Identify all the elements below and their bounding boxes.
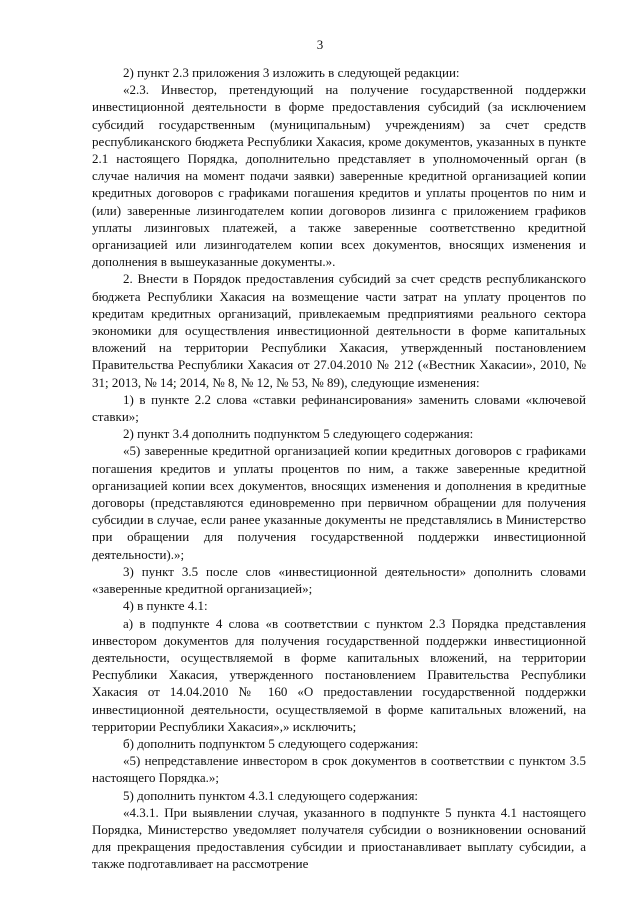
paragraph: «4.3.1. При выявлении случая, указанного в подпункте 5 пункта 4.1 настоящего Порядка, Министерство уведомляет получателя субсидии о возникновении оснований для прекращения предоставления субсидии и приостанавливает выплату субсидии, а также подготавливает на рассмотрение bbox=[92, 804, 586, 872]
paragraph: «5) непредставление инвестором в срок документов в соответствии с пунктом 3.5 настоящего Порядка.»; bbox=[92, 753, 586, 786]
paragraph: б) дополнить подпунктом 5 следующего содержания: bbox=[123, 735, 419, 751]
paragraph: 2. Внести в Порядок предоставления субсидий за счет средств республиканского бюджета Республики Хакасия на возмещение части затрат на уплату процентов по кредитам кредитных организаций, привлекаемым предприятиями реального сектора экономики для осуществления инвестиционной деятельности в форме капитальных вложений на территории Республики Хакасия, утвержденный постановлением Правительства Республики Хакасия от 27.04.2010 № 212 («Вестник Хакасии», 2010, № 31; 2013, № 14; 2014, № 8, № 12, № 53, № 89), следующие изменения: bbox=[92, 271, 586, 390]
paragraph: «5) заверенные кредитной организацией копии кредитных договоров с графиками погашения кредитов и уплаты процентов по ним, а также заверенные кредитной организацией копии всех документов, вносящих изменения и дополнения в кредитные договоры (представляются единовременно при первичном обращении для получения субсидии в случае, если ранее указанные документы не представлялись в Министерство при обращении для получения государственной поддержки инвестиционной деятельности).»; bbox=[92, 443, 586, 562]
paragraph: 5) дополнить пунктом 4.3.1 следующего содержания: bbox=[123, 787, 419, 803]
paragraph: «2.3. Инвестор, претендующий на получение государственной поддержки инвестиционной деятельности в форме предоставления субсидий (за исключением субсидий государственным (муниципальным) учреждениям) за счет средств республиканского бюджета Республики Хакасия, кроме документов, указанных в пункте 2.1 настоящего Порядка, дополнительно представляет в уполномоченный орган (в случае наличия на момент подачи заявки) заверенные кредитной организацией копии кредитных договоров с графиками погашения кредитов и уплаты процентов по ним и (или) заверенные лизингодателем копии договоров лизинга с приложением графиков уплаты лизинговых платежей, а также заверенные соответственно кредитной организацией или лизингодателем копии всех документов, вносящих изменения и дополнения в вышеуказанные документы.». bbox=[92, 82, 586, 270]
paragraph: 4) в пункте 4.1: bbox=[123, 598, 208, 614]
document-body bbox=[92, 64, 586, 873]
paragraph: 1) в пункте 2.2 слова «ставки рефинансирования» заменить словами «ключевой ставки»; bbox=[92, 391, 586, 425]
paragraph: а) в подпункте 4 слова «в соответствии с пунктом 2.3 Порядка представления инвестором документов для получения государственной поддержки инвестиционной деятельности, осуществляемой в форме капитальных вложений, на территории Республики Хакасия, утвержденного постановлением Правительства Республики Хакасия от 14.04.2010 № 160 «О предоставлении государственной поддержки инвестиционной деятельности, осуществляемой в форме капитальных вложений, на территории Республики Хакасия»,» исключить; bbox=[92, 615, 586, 734]
paragraph: 3) пункт 3.5 после слов «инвестиционной деятельности» дополнить словами «заверенные кредитной организацией»; bbox=[92, 563, 586, 597]
page-number: 3 bbox=[316, 37, 324, 52]
paragraph: 2) пункт 3.4 дополнить подпунктом 5 следующего содержания: bbox=[123, 426, 474, 442]
paragraph: 2) пункт 2.3 приложения 3 изложить в следующей редакции: bbox=[123, 65, 460, 80]
